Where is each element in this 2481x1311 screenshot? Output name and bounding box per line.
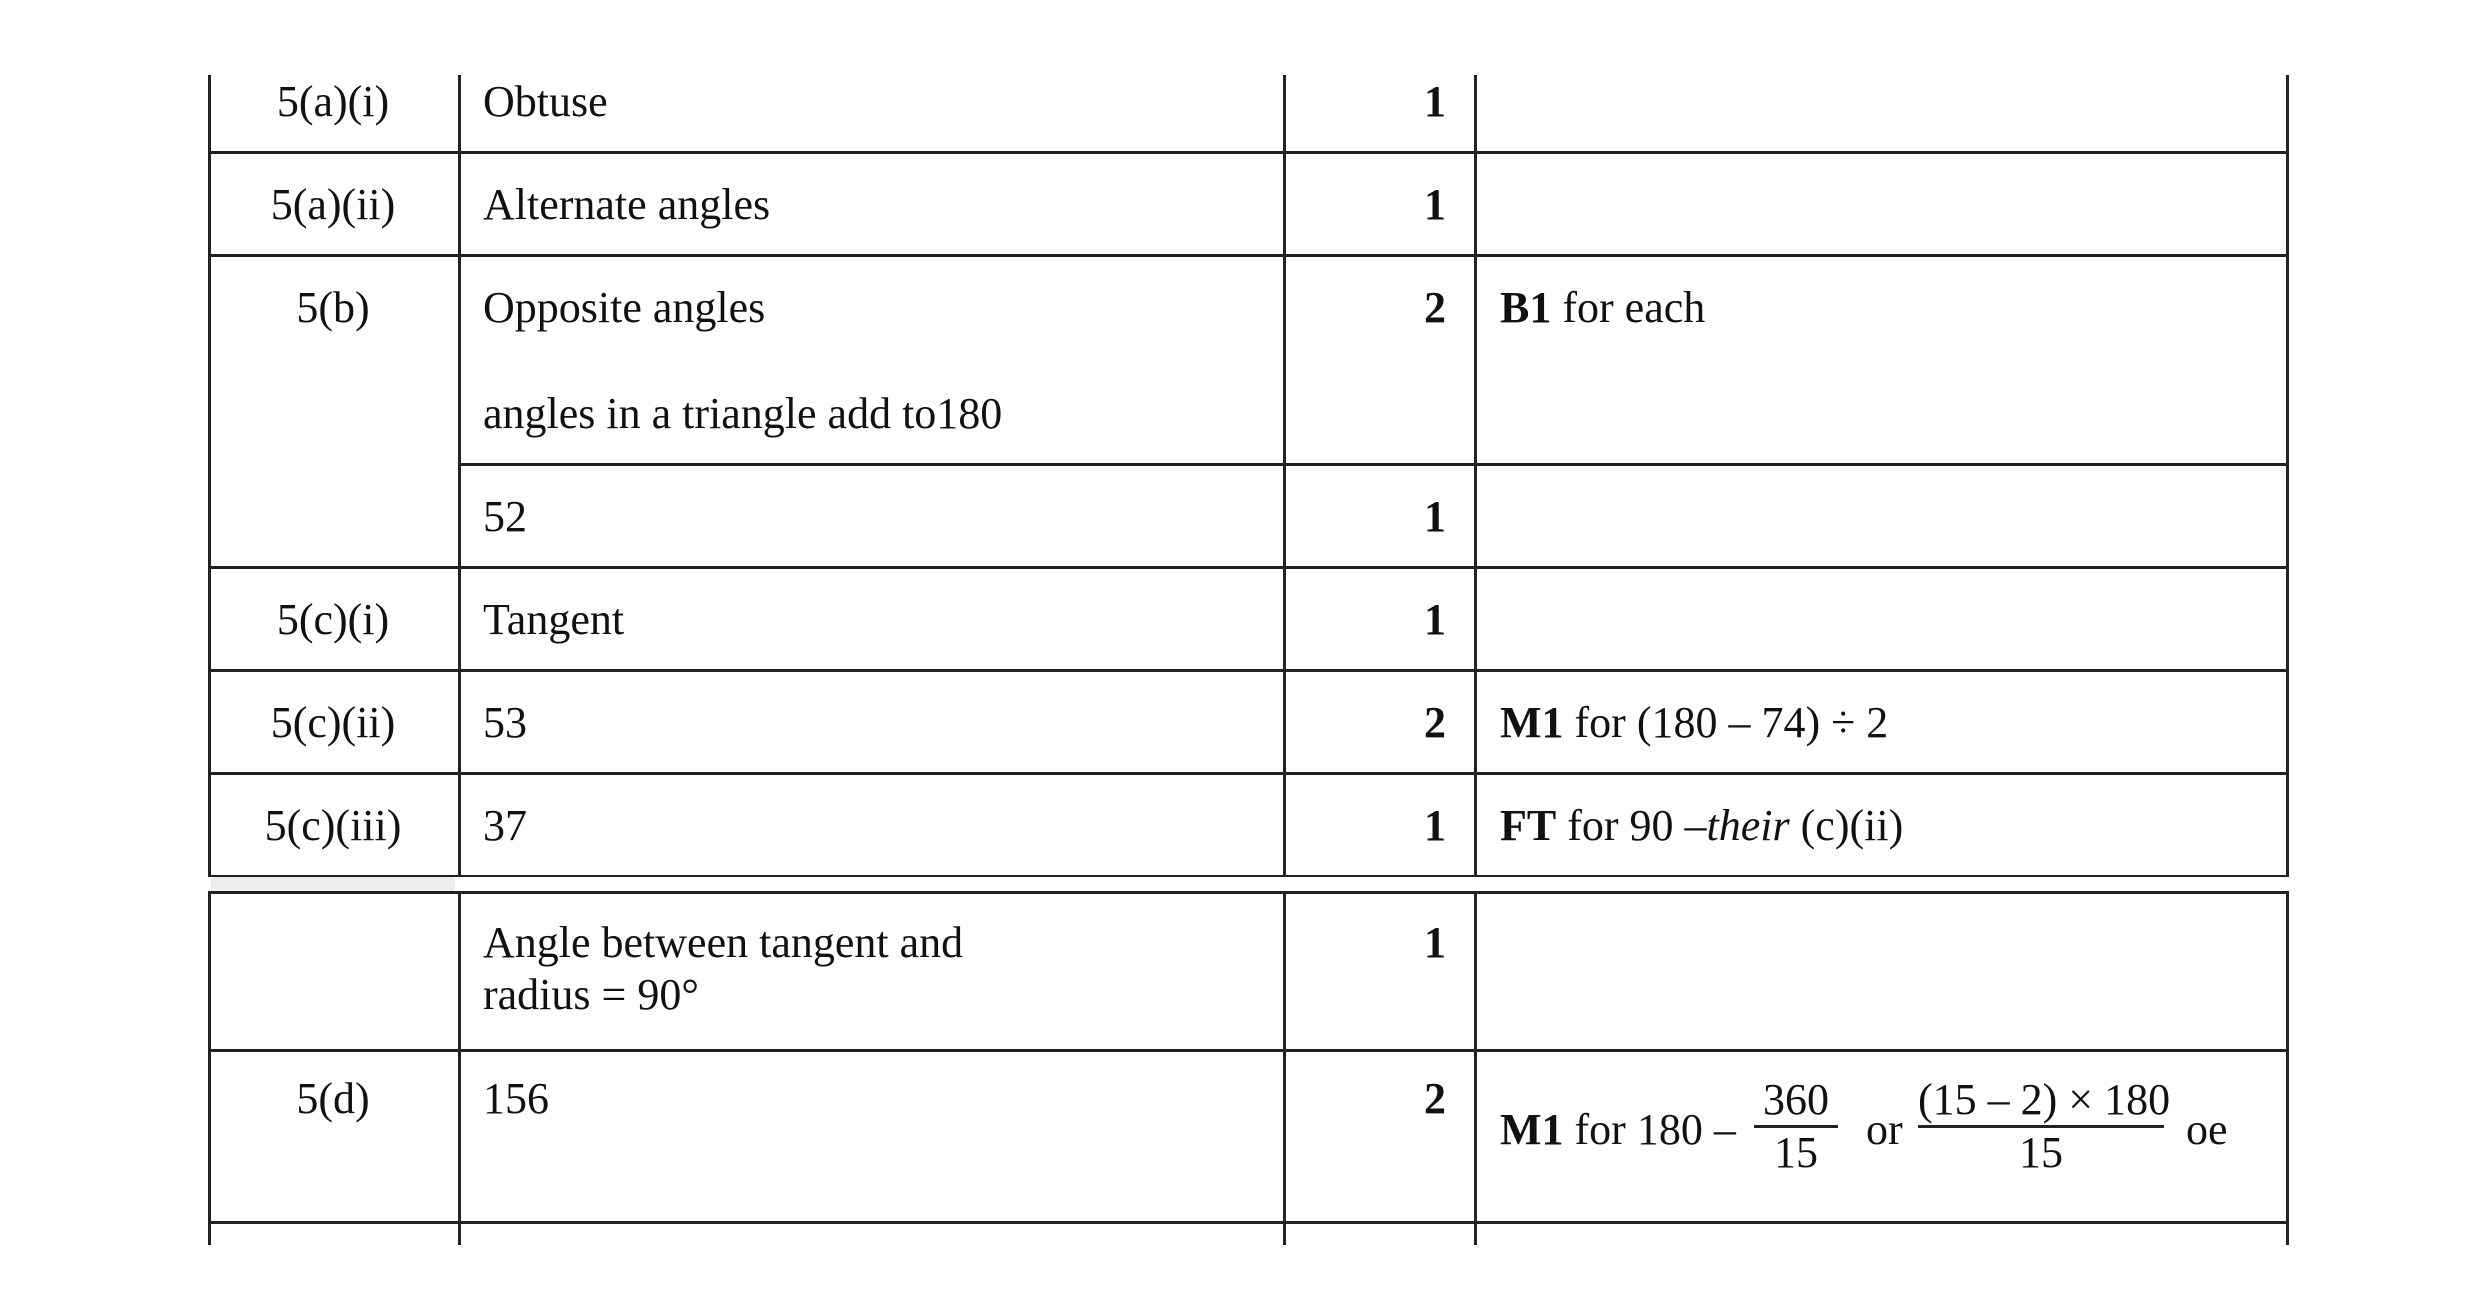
table-border-left xyxy=(208,75,211,1245)
guidance-detail: for 90 – xyxy=(1556,801,1707,850)
answer-text: Obtuse xyxy=(483,77,608,126)
mark-code: M1 xyxy=(1500,698,1564,747)
table-border-right xyxy=(2286,75,2289,1245)
guidance-detail: for 180 – xyxy=(1563,1105,1736,1154)
question-number: 5(c)(i) xyxy=(276,595,390,644)
question-number: 5(c)(iii) xyxy=(264,801,402,850)
table-column-divider xyxy=(1474,75,1477,1245)
row-divider xyxy=(208,772,2289,775)
answer-text: Opposite angles xyxy=(483,283,766,332)
marks-value: 1 xyxy=(1424,77,1446,126)
table-column-divider xyxy=(458,75,461,1245)
fraction-numerator: 360 xyxy=(1763,1075,1829,1124)
fraction-denominator: 15 xyxy=(1774,1128,1818,1177)
guidance-text xyxy=(1500,1105,1736,1155)
row-divider xyxy=(208,1221,2289,1224)
answer-text: 156 xyxy=(483,1074,549,1123)
row-divider xyxy=(208,1049,2289,1052)
mark-code: B1 xyxy=(1500,283,1552,332)
row-divider xyxy=(208,669,2289,672)
marks-value: 2 xyxy=(1424,283,1446,332)
guidance-text xyxy=(1500,801,1903,851)
question-number: 5(a)(ii) xyxy=(270,180,396,229)
marks-value: 1 xyxy=(1424,492,1446,541)
page-break-shade xyxy=(211,877,455,891)
marks-value: 1 xyxy=(1424,595,1446,644)
answer-text: Tangent xyxy=(483,595,625,644)
marks-value: 2 xyxy=(1424,1074,1446,1123)
answer-text: 53 xyxy=(483,698,527,747)
fraction-denominator: 15 xyxy=(2019,1128,2063,1177)
guidance-detail: (c)(ii) xyxy=(1789,801,1904,850)
guidance-italic: their xyxy=(1706,801,1790,850)
answer-text: Alternate angles xyxy=(483,180,771,229)
question-number: 5(c)(ii) xyxy=(270,698,396,747)
marks-value: 1 xyxy=(1424,180,1446,229)
answer-text: Angle between tangent and xyxy=(483,918,964,967)
guidance-detail: for each xyxy=(1551,283,1706,332)
question-number: 5(d) xyxy=(296,1074,370,1123)
answer-text: angles in a triangle add to180 xyxy=(483,389,1003,438)
guidance-text xyxy=(1500,698,1888,748)
mark-code: FT xyxy=(1500,801,1557,850)
answer-text: 37 xyxy=(483,801,527,850)
or-word: or xyxy=(1866,1105,1903,1154)
question-number: 5(b) xyxy=(296,283,370,332)
row-divider xyxy=(208,151,2289,154)
answer-text: radius = 90° xyxy=(483,970,699,1019)
row-divider xyxy=(208,254,2289,257)
fraction xyxy=(1754,1075,1838,1178)
oe-note: oe xyxy=(2186,1105,2228,1154)
marks-value: 1 xyxy=(1424,801,1446,850)
mark-code: M1 xyxy=(1500,1105,1564,1154)
marks-value: 2 xyxy=(1424,698,1446,747)
marks-value: 1 xyxy=(1424,918,1446,967)
guidance-detail: for (180 – 74) ÷ 2 xyxy=(1563,698,1889,747)
fraction xyxy=(1918,1075,2171,1178)
guidance-text xyxy=(1500,283,1705,333)
row-divider xyxy=(208,891,2289,894)
row-divider xyxy=(208,566,2289,569)
answer-text: 52 xyxy=(483,492,527,541)
fraction-numerator: (15 – 2) × 180 xyxy=(1918,1075,2171,1124)
page-break-gap xyxy=(208,877,2289,891)
question-number: 5(a)(i) xyxy=(276,77,390,126)
row-divider xyxy=(458,463,2289,466)
table-column-divider xyxy=(1283,75,1286,1245)
